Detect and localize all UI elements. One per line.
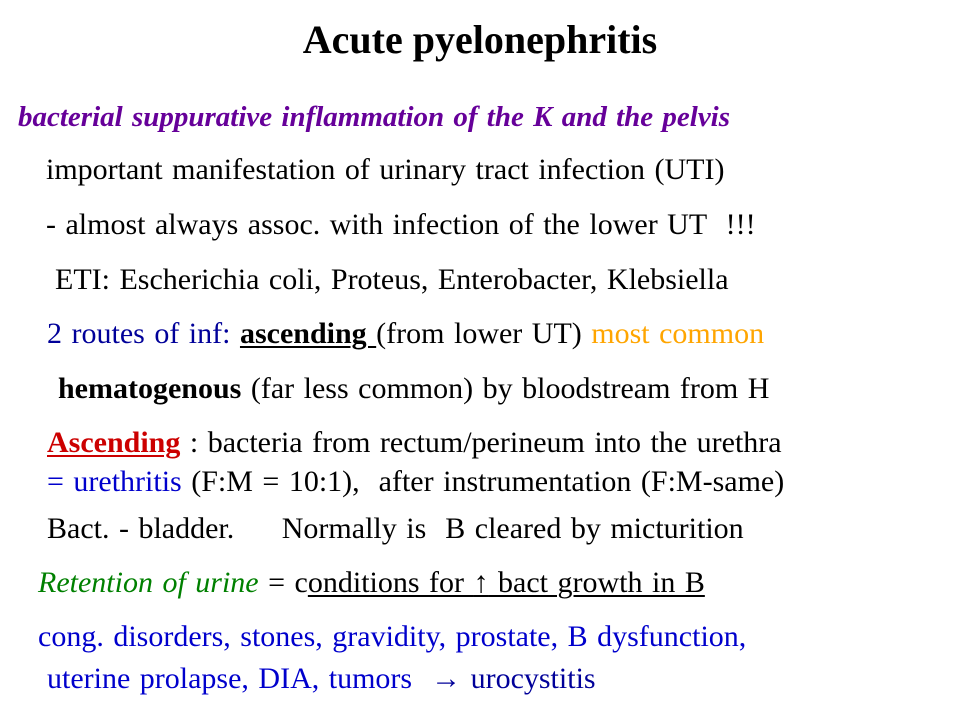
bladder-line — [47, 511, 744, 547]
urethritis-line — [47, 464, 784, 500]
text-run: : bacteria from rectum/perineum into the urethra — [180, 426, 782, 459]
text-run: cong. disorders, stones, gravidity, prostate, B dysfunction, — [38, 620, 747, 653]
lower-ut-line — [46, 207, 756, 243]
text-run: hematogenous — [58, 372, 242, 405]
definition-line — [18, 99, 730, 135]
text-run: Bact. - bladder. Normally is B cleared by micturition — [47, 512, 744, 545]
text-run: onditions for — [307, 566, 474, 599]
text-run: (F:M = 10:1), after instrumentation (F:M-same) — [181, 465, 785, 498]
hematogenous-line — [58, 371, 769, 407]
text-run: ETI: Escherichia coli, Proteus, Enterobacter, Klebsiella — [55, 263, 729, 296]
text-run: ↑ — [473, 566, 489, 599]
prolapse-line — [47, 661, 596, 697]
etiology-line — [55, 262, 729, 298]
text-run: Ascending — [47, 426, 181, 459]
text-run: Retention of urine — [38, 566, 259, 599]
routes-line — [47, 316, 764, 352]
text-run: most common — [591, 317, 765, 350]
text-run: → urocystitis — [421, 662, 596, 695]
text-run: 2 routes of inf: — [47, 317, 240, 350]
text-run: uterine prolapse, DIA, tumors — [47, 662, 422, 695]
ascending-line — [47, 425, 782, 461]
text-run: = urethritis — [47, 465, 182, 498]
text-run: = c — [258, 566, 308, 599]
disorders-line — [38, 619, 746, 655]
text-run: (far less common) by bloodstream from H — [241, 372, 770, 405]
text-run: bact growth in B — [488, 566, 705, 599]
retention-line — [38, 565, 705, 601]
slide-title: Acute pyelonephritis — [302, 17, 658, 62]
text-run: (from lower UT) — [376, 317, 592, 350]
uti-line — [46, 152, 724, 188]
text-run: important manifestation of urinary tract infection (UTI) — [46, 153, 725, 186]
text-run: - almost always assoc. with infection of the lower UT !!! — [46, 208, 756, 241]
text-run: ascending — [239, 317, 377, 350]
text-run: bacterial suppurative inflammation of the K and the pelvis — [18, 101, 731, 133]
